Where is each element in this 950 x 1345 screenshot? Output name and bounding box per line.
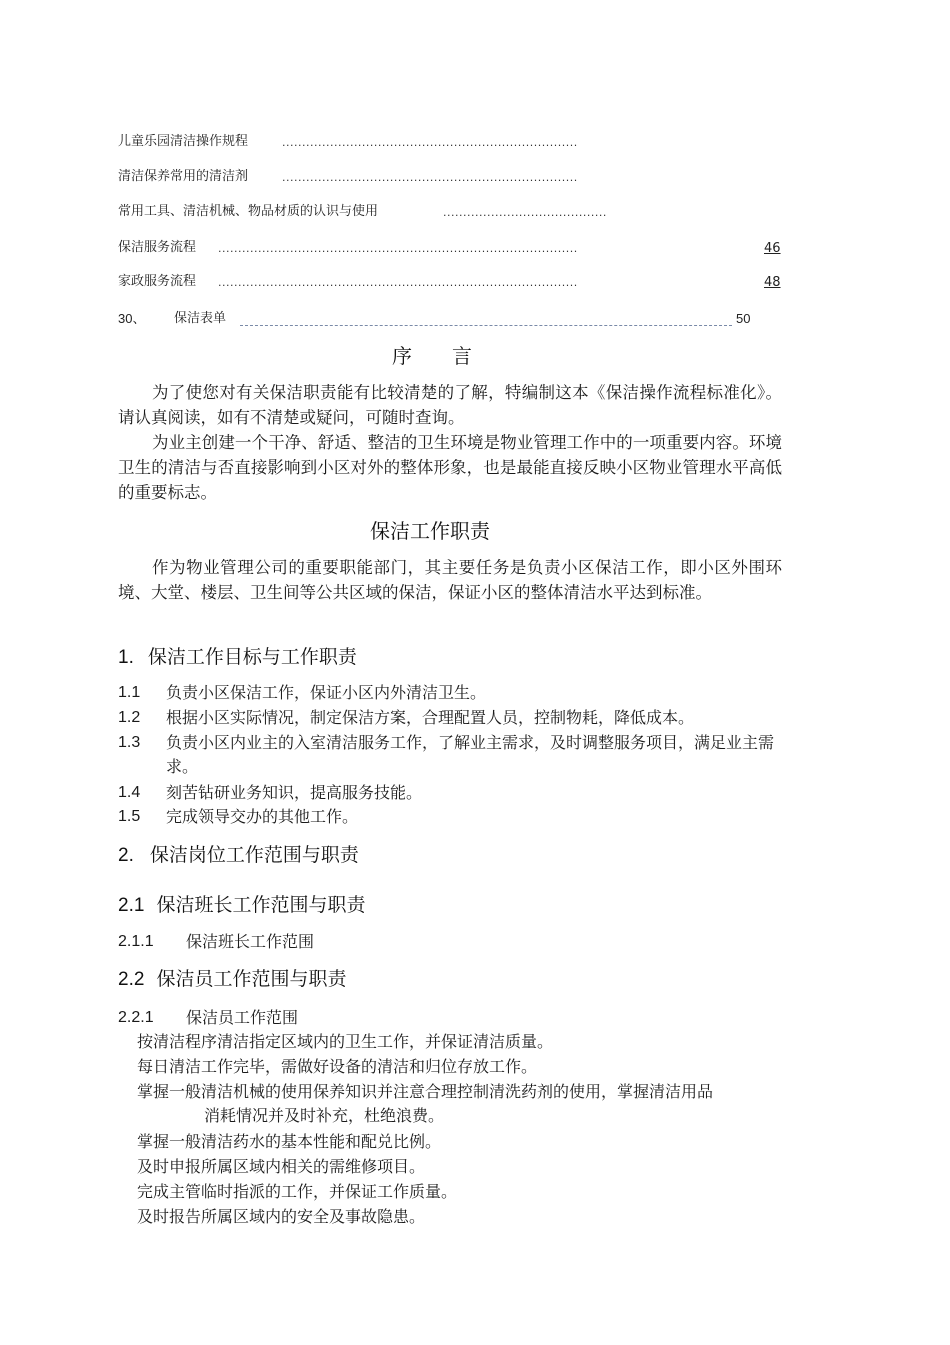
duty-line: 完成主管临时指派的工作，并保证工作质量。 [137,1182,458,1201]
list-item-number: 1.5 [118,808,141,825]
list-item-number: 1.4 [118,784,141,801]
list-item-number: 1.1 [118,684,141,701]
duties-intro-paragraph: 作为物业管理公司的重要职能部门，其主要任务是负责小区保洁工作，即小区外围环境、大堂、楼层、卫生间等公共区域的保洁，保证小区的整体清洁水平达到标准。 [118,558,782,602]
section-title: 保洁工作目标与工作职责 [147,646,357,668]
section-number: 2. [118,845,134,866]
list-item-text: 负责小区保洁工作，保证小区内外清洁卫生。 [166,683,487,702]
toc-entry-label: 保洁表单 [174,311,227,326]
toc-page-link[interactable]: 48 [764,275,781,290]
toc-entry-label: 儿童乐园清洁操作规程 [118,134,249,149]
toc-entry-label: 常用工具、清洁机械、物品材质的认识与使用 [118,204,379,219]
duty-line: 及时报告所属区域内的安全及事故隐患。 [137,1207,426,1226]
toc-page-number: 50 [736,311,751,326]
toc-leader-dots: .......................................................................... [282,136,578,149]
subsection-title: 保洁班长工作范围与职责 [156,894,366,916]
subsection-heading [118,893,365,918]
section-title: 保洁岗位工作范围与职责 [149,844,359,866]
list-item-text: 负责小区内业主的入室清洁服务工作，了解业主需求，及时调整服务项目，满足业主需求。 [166,733,775,776]
duty-line: 及时申报所属区域内相关的需维修项目。 [137,1157,426,1176]
duty-line: 消耗情况并及时补充，杜绝浪费。 [204,1106,445,1125]
toc-leader-dots: ......................................... [443,206,607,219]
list-item-number: 1.2 [118,709,141,726]
section-number: 1. [118,647,134,668]
list-item-text: 根据小区实际情况，制定保洁方案，合理配置人员，控制物耗，降低成本。 [166,708,695,727]
toc-entry-number: 30、 [118,311,146,326]
toc-leader-dots: .......................................................................... [282,171,578,184]
toc-leader-dots: .......................................................................................... [218,242,578,255]
preface-title: 序 言 [392,344,472,368]
toc-leader-dots: .......................................................................................... [218,276,578,289]
list-item-number: 1.3 [118,734,141,751]
toc-entry-label: 保洁服务流程 [118,240,197,255]
toc-entry-label: 清洁保养常用的清洁剂 [118,169,249,184]
duties-title: 保洁工作职责 [370,519,490,543]
list-item-text: 刻苦钻研业务知识，提高服务技能。 [166,783,423,802]
duty-line: 每日清洁工作完毕，需做好设备的清洁和归位存放工作。 [137,1057,538,1076]
duty-line: 掌握一般清洁药水的基本性能和配兑比例。 [137,1132,442,1151]
subsection-number: 2.1 [118,895,145,916]
toc-leader-line [240,325,732,326]
toc-page-link[interactable]: 46 [764,241,781,256]
subsection-heading [118,967,346,992]
subsection-title: 保洁员工作范围与职责 [156,968,347,990]
section-heading [118,843,359,868]
toc-entry-label: 家政服务流程 [118,274,197,289]
section-heading [118,645,357,670]
preface-paragraph: 为了使您对有关保洁职责能有比较清楚的了解，特编制这本《保洁操作流程标准化》。请认真阅读，如有不清楚或疑问，可随时查询。 [118,383,782,427]
preface-paragraph: 为业主创建一个干净、舒适、整洁的卫生环境是物业管理工作中的一项重要内容。环境卫生的清洁与否直接影响到小区对外的整体形象，也是最能直接反映小区物业管理水平高低的重要标志。 [118,433,782,502]
subitem-title: 保洁员工作范围 [186,1008,299,1027]
duty-line: 按清洁程序清洁指定区域内的卫生工作，并保证清洁质量。 [137,1032,554,1051]
subitem-number: 2.2.1 [118,1009,154,1026]
subsection-number: 2.2 [118,969,145,990]
list-item-text: 完成领导交办的其他工作。 [166,807,359,826]
duty-line: 掌握一般清洁机械的使用保养知识并注意合理控制清洗药剂的使用，掌握清洁用品 [137,1082,714,1101]
subitem-title: 保洁班长工作范围 [186,932,315,951]
subitem-number: 2.1.1 [118,933,154,950]
